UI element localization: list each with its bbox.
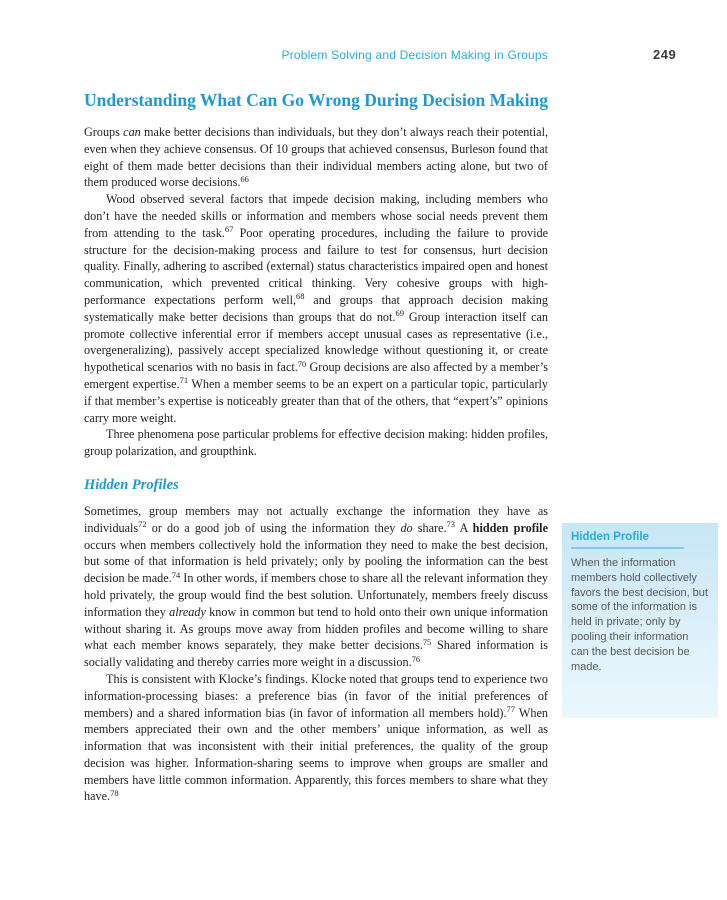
paragraph-three-phenomena: Three phenomena pose particular problems for effective decision making: hidden profiles, group polarization, and groupthink. bbox=[84, 427, 548, 459]
subsection-heading-hidden-profiles: Hidden Profiles bbox=[84, 476, 179, 493]
main-text-column bbox=[84, 90, 548, 805]
paragraph-sometimes-group-members: Sometimes, group members may not actually exchange the information they have as individuals$^{72}$ or do a good job of using the information they do share.$^{73}$ A hidden profile occurs when members collectively hold the information they need to make the best decision, but some of that information is held privately; only by pooling the information can the best decision be made.$^{74}$ In other words, if members chose to share all the relevant information they hold privately, the group would find the best solution. Unfortunately, members freely discuss information they already know in common but tend to hold onto their own unique information without sharing it. As groups move away from hidden profiles and become willing to share what each member knows separately, they make better decisions.$^{75}$ Shared information is socially validating and thereby carries more weight in a discussion.$^{76}$ bbox=[84, 503, 549, 670]
paragraph-klocke-findings: This is consistent with Klocke’s findings. Klocke noted that groups tend to experience two information-processing biases: a preference bias (in favor of the initial preferences of members) and a shared information bias (in favor of information all members hold).$^{77}$ When members appreciated their own and the other members’ unique information, as well as information that was inconsistent with their initial preferences, the quality of the group decision was higher. Information-sharing seems to improve when groups are smaller and members have little common information. Apparently, this forces members to share what they have.$^{78}$ bbox=[84, 671, 548, 804]
margin-definition-box bbox=[562, 523, 718, 718]
definition-text: When the information members hold collectively favors the best decision, but some of the information is held in private; only by pooling their information can the best decision be made. bbox=[571, 557, 708, 673]
section-heading: Understanding What Can Go Wrong During Decision Making bbox=[84, 90, 549, 110]
page-number: 249 bbox=[653, 47, 677, 62]
paragraph-wood-observed: Wood observed several factors that impede decision making, including members who don’t have the needed skills or information and members whose social needs prevent them from attending to the task.$^{67}$ Poor operating procedures, including the failure to provide structure for the decision-making process and failure to test for consensus, hurt decision quality. Finally, adhering to ascribed (external) status characteristics impaired open and honest communication, which prevented critical thinking. Very cohesive groups with high-performance expectations perform well,$^{68}$ and groups that approach decision making systematically make better decisions than groups that do not.$^{69}$ Group interaction itself can promote collective inferential error if members accept unusual cases as representative (i.e., overgeneralizing), passively accept specialized knowledge without questioning it, or create hypothetical scenarios with no basis in fact.$^{70}$ Group decisions are also affected by a member’s emergent expertise.$^{71}$ When a member seems to be an expert on a particular topic, particularly if that member’s expertise is noticeably greater than that of the others, that “expert’s” opinions carry more weight. bbox=[84, 192, 549, 425]
running-head: Problem Solving and Decision Making in Groups bbox=[281, 48, 548, 62]
definition-term: Hidden Profile bbox=[571, 531, 649, 543]
definition-rule-divider bbox=[571, 547, 684, 549]
paragraph-groups-can: Groups can make better decisions than individuals, but they don’t always reach their potential, even when they achieve consensus. Of 10 groups that achieved consensus, Burleson found that eight of them made better decisions than their individual members acting alone, but two of them produced worse decisions.$^{66}$ bbox=[84, 125, 548, 190]
